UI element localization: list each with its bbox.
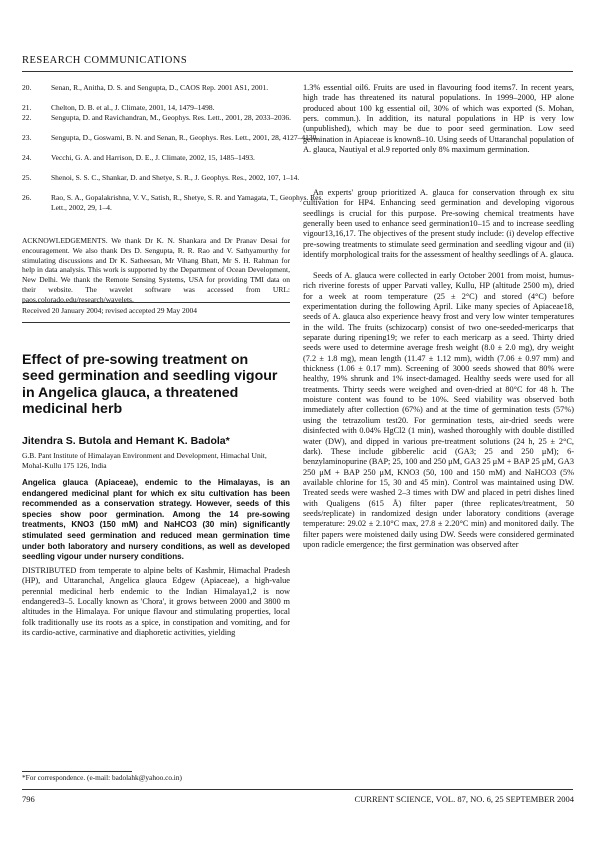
reference-number: 20. bbox=[22, 83, 32, 92]
footnote-rule bbox=[22, 771, 132, 772]
journal-footer: CURRENT SCIENCE, VOL. 87, NO. 6, 25 SEPTEMBER 2004 bbox=[354, 794, 574, 804]
reference-text: Sengupta, D., Goswami, B. N. and Senan, R., Geophys. Res. Lett., 2001, 28, 4127–4130. bbox=[51, 133, 319, 142]
reference-number: 24. bbox=[22, 153, 32, 162]
page-number: 796 bbox=[22, 794, 35, 804]
correspondence-note: *For correspondence. (e-mail: badolahk@yahoo.co.in) bbox=[22, 773, 182, 782]
intro-paragraph: DISTRIBUTED from temperate to alpine belts of Kashmir, Himachal Pradesh (HP), and Uttaranchal, Angelica glauca Edgew (Apiaceae), a high-value perennial medicinal herb endemic to the Indian Himalaya1,2 is now endangered3–5. Locally known as 'Chora', it grows between 2000 and 3800 m altitudes in the Himalaya. For unique flavour and stimulating properties, local folk traditionally use its roots as a spice, in constipation and vomiting, and for its cardio-active, carminative and diaphoretic activities, yielding bbox=[22, 566, 290, 638]
reference-number: 23. bbox=[22, 133, 32, 142]
reference-text: Rao, S. A., Gopalakrishna, V. V., Satish, R., Shetye, S. R. and Yamagata, T., Geophys. Res. Lett., 2002, 29, 1–4. bbox=[51, 193, 324, 212]
reference-number: 21. bbox=[22, 103, 32, 112]
body-paragraph: 1.3% essential oil6. Fruits are used in flavouring food items7. In recent years, high trade has threatened its natural populations. In 1999–2000, HP alone produced about 100 kg essential oil, 30% of which was exported (S. Mohan, pers. commun.). In addition, its natural populations in HP is very low (unpublished), which may be due to poor seed germination. Low seed germination in Apiaceae is known8–10. Using seeds of Uttaranchal population of A. glauca, Nautiyal et al.9 reported only 8% maximum germination. bbox=[303, 83, 574, 155]
body-paragraph: An experts' group prioritized A. glauca for conservation through ex situ cultivation for HP4. Enhancing seed germination and developing vigorous seedlings is crucial for this purpose. Pre-sowing chemical treatments have generally been used to enhance seed germination10–15 and to increase seedling vigour13,16,17. The objectives of the present study include: (i) develop effective pre-sowing treatments to stimulate seed germination and seedling vigour and (ii) identify morphological traits for the assessment of healthy seedlings of A. glauca. bbox=[303, 188, 574, 260]
acknowledgements: ACKNOWLEDGEMENTS. We thank Dr K. N. Shankara and Dr Pranav Desai for encouragement. We also thank Drs D. Sengupta, R. R. Rao and V. Sathyamurthy for stimulating discussions and Dr K. Satheesan, Mr Vihang Bhatt, Mr S. H. Rahman for help in data analysis. This work is supported by the Department of Ocean Development, New Delhi. We thank the Remote Sensing Systems, USA for providing TMI data on their website. The wavelet software was accessed from URL: paos.colorado.edu/research/wavelets. bbox=[22, 236, 290, 304]
article-title: Effect of pre-sowing treatment on seed germination and seedling vigour in Angelica glauca, a threatened medicinal herb bbox=[22, 352, 278, 417]
running-header: RESEARCH COMMUNICATIONS bbox=[22, 55, 188, 66]
reference-number: 22. bbox=[22, 113, 32, 122]
reference-text: Vecchi, G. A. and Harrison, D. E., J. Climate, 2002, 15, 1485–1493. bbox=[51, 153, 255, 162]
reference-text: Sengupta, D. and Ravichandran, M., Geophys. Res. Lett., 2001, 28, 2033–2036. bbox=[51, 113, 291, 122]
reference-text: Shenoi, S. S. C., Shankar, D. and Shetye, S. R., J. Geophys. Res., 2002, 107, 1–14. bbox=[51, 173, 300, 182]
reference-number: 25. bbox=[22, 173, 32, 182]
abstract: Angelica glauca (Apiaceae), endemic to the Himalayas, is an endangered medicinal plant for which ex situ cultivation has been recommended as a conservation strategy. However, seeds of this species show poor germination. Among the 14 pre-sowing treatments, KNO3 (150 mM) and NaHCO3 (30 min) significantly stimulated seed germination and reduced mean germination time under both laboratory and nursery conditions, as well as developed seedling vigour under nursery conditions. bbox=[22, 478, 290, 562]
reference-number: 26. bbox=[22, 193, 32, 202]
section-rule bbox=[22, 302, 290, 303]
header-rule bbox=[22, 71, 573, 72]
received-dates: Received 20 January 2004; revised accepted 29 May 2004 bbox=[22, 306, 197, 315]
body-paragraph: Seeds of A. glauca were collected in early October 2001 from moist, humus-rich riverine forests of upper Parvati valley, Kullu, HP (altitude 2500 m), dried for a week at room temperature (25 ± 2°C) and stored (4°C) before experimentation during the following April. Like many species of Apiaceae18, seeds of A. glauca also experience heavy frost and very low winter temperatures in the wild. The fruits (schizocarp) consist of two one-seeded-mericarps that separate during ripening19; we refer to each mericarp as a seed. Thirty dried seeds were used to determine average fresh weight (8.0 ± 2.0 mg), dry weight (7.2 ± 1.8 mg), mean length (11.47 ± 1.12 mm), width (7.06 ± 0.97 mm) and thickness (1.06 ± 0.17 mm). Screening of 3000 seeds showed that 80% were healthy, 19% shrunk and 1% insect-damaged. Healthy seeds were used for all treatments. Thirty seeds were weighed and oven-dried at 80°C for 48 h. The moisture content was found to be 10%. Seed viability was observed both immediately after collection (67%) and at the time of germination tests (57%) using the tetrazolium test20. For germination tests, air-dried seeds were disinfected with 0.04% HgCl2 (1 min), washed thoroughly with double distilled water (DW), and dipped in various pre-treatment solutions (24 h, 25 ± 2°C, dark). These include gibberelic acid (GA3; 25 and 250 μM); 6-benzylaminopurine (BAP; 25, 100 and 250 μM, GA3 25 μM + BAP 25 μM, GA3 250 μM + BAP 250 μM, KNO3 (50, 100 and 150 mM) and NaHCO3 (5% available chlorine for 15, 30 and 45 min). Control was maintained using DW. Treated seeds were washed 2–3 times with DW and placed in petri dishes lined with Qualigens (615 Å) filter paper (three replicates/treatment, 50 seeds/replicate) in randomized design under laboratory conditions (average temperature: 29.02 ± 2.10°C max, 27.8 ± 2.20°C min) and monitored daily. The filter papers were moistened daily using DW. Seeds were considered germinated upon radicle emergence; the first germination was observed after bbox=[303, 271, 574, 549]
footer-rule bbox=[22, 789, 573, 790]
section-rule bbox=[22, 322, 290, 323]
author-affiliation: G.B. Pant Institute of Himalayan Environment and Development, Himachal Unit, Mohal-Kullu 175 126, India bbox=[22, 451, 267, 470]
reference-text: Senan, R., Anitha, D. S. and Sengupta, D., CAOS Rep. 2001 AS1, 2001. bbox=[51, 83, 269, 92]
reference-text: Chelton, D. B. et al., J. Climate, 2001, 14, 1479–1498. bbox=[51, 103, 215, 112]
article-authors: Jitendra S. Butola and Hemant K. Badola* bbox=[22, 435, 230, 447]
